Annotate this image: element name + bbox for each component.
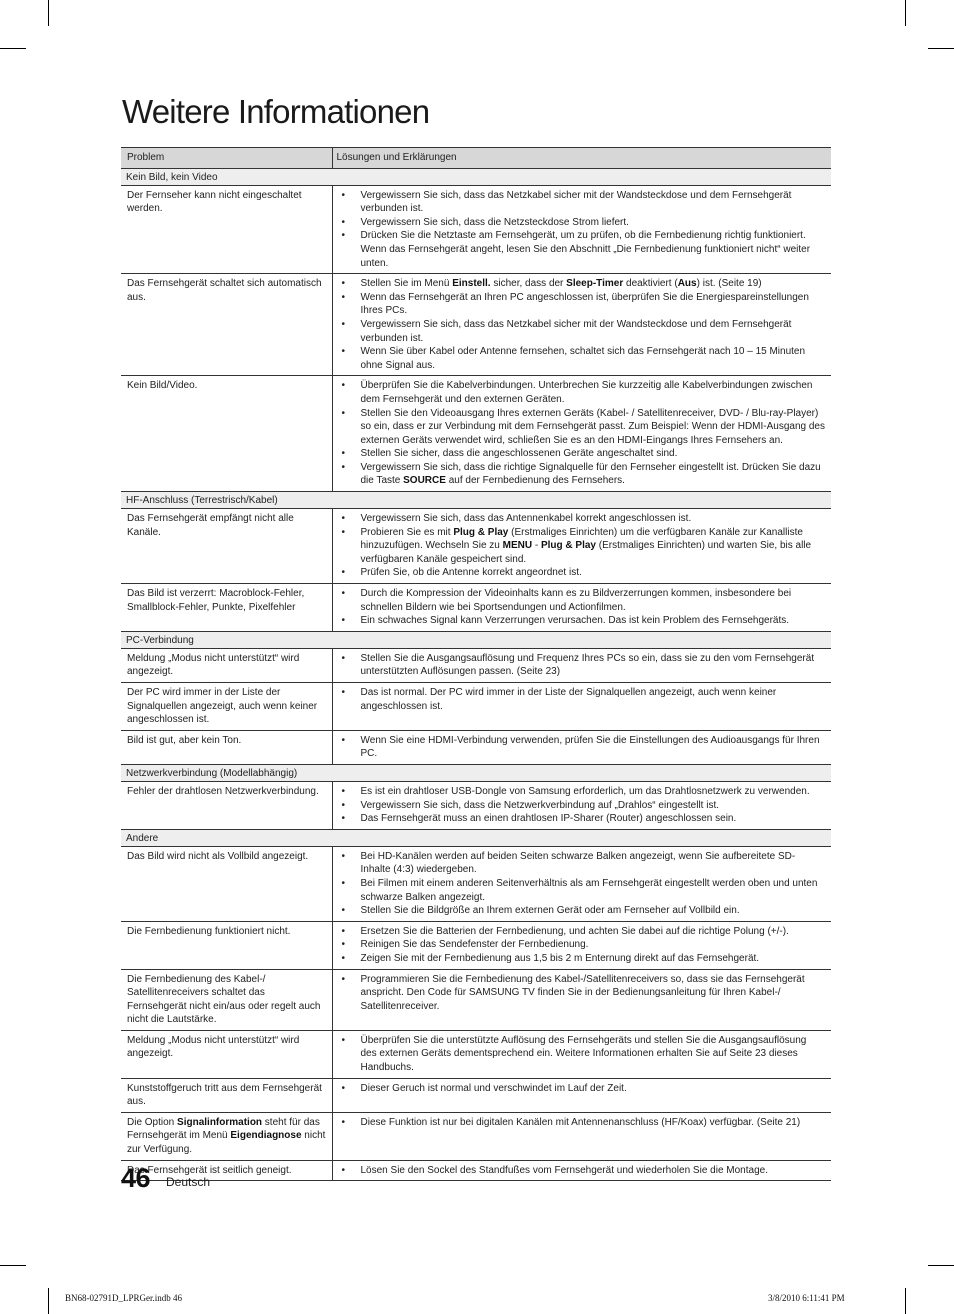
solution-cell bbox=[332, 969, 831, 1030]
solution-item: • Wenn Sie über Kabel oder Antenne fernsehen, schaltet sich das Fernsehgerät nach 10 – 15 Minuten ohne Signal aus. bbox=[341, 346, 806, 371]
solution-cell bbox=[332, 846, 831, 921]
crop-mark bbox=[0, 1265, 26, 1266]
emphasized-term: Plug & Play bbox=[540, 540, 596, 552]
crop-mark bbox=[905, 0, 906, 26]
solution-list bbox=[339, 189, 826, 271]
problem-cell: Der PC wird immer in der Liste der Signalquellen angezeigt, auch wenn keiner angeschlossen ist. bbox=[121, 683, 332, 731]
section-header-row bbox=[121, 764, 831, 781]
solution-cell bbox=[332, 781, 831, 829]
crop-mark bbox=[48, 1288, 49, 1314]
page-language: Deutsch bbox=[166, 1175, 211, 1189]
solution-item: • Vergewissern Sie sich, dass die Netzwerkverbindung auf „Drahlos“ eingestellt ist. bbox=[341, 799, 720, 811]
solution-cell bbox=[332, 274, 831, 376]
solution-cell bbox=[332, 509, 831, 584]
solution-item: • Bei HD-Kanälen werden auf beiden Seiten schwarze Balken angezeigt, wenn Sie aufbereitete SD-Inhalte (4:3) wiedergeben. bbox=[341, 850, 796, 876]
problem-cell: Die Fernbedienung des Kabel-/ Satellitenreceivers schaltet das Fernsehgerät nicht ein/aus oder regelt auch nicht die Lautstärke. bbox=[121, 969, 332, 1030]
solution-list bbox=[339, 925, 826, 966]
table-row bbox=[121, 730, 831, 764]
bullet-icon: • bbox=[341, 1164, 346, 1176]
problem-cell: Das Bild wird nicht als Vollbild angezeigt. bbox=[121, 846, 332, 921]
bullet-icon: • bbox=[341, 567, 346, 579]
bullet-icon: • bbox=[341, 734, 346, 746]
solution-item: • Zeigen Sie mit der Fernbedienung aus 1,5 bis 2 m Enternung direkt auf das Fernsehgerät. bbox=[341, 952, 760, 964]
page-title: Weitere Informationen bbox=[122, 93, 430, 130]
solution-cell bbox=[332, 376, 831, 492]
table-row bbox=[121, 1160, 831, 1181]
solution-list bbox=[339, 512, 826, 580]
troubleshooting-table bbox=[121, 147, 831, 1181]
emphasized-term: Plug & Play bbox=[453, 526, 509, 538]
solution-list bbox=[339, 1034, 826, 1075]
bullet-icon: • bbox=[341, 448, 346, 460]
solution-item: • Vergewissern Sie sich, dass das Antennenkabel korrekt angeschlossen ist. bbox=[341, 513, 692, 525]
solution-cell bbox=[332, 1112, 831, 1160]
bullet-icon: • bbox=[341, 813, 346, 825]
solution-item: • Reinigen Sie das Sendefenster der Fernbedienung. bbox=[341, 939, 589, 951]
bullet-icon: • bbox=[341, 799, 346, 811]
table-row bbox=[121, 648, 831, 682]
solution-list bbox=[339, 587, 826, 628]
solution-cell bbox=[332, 730, 831, 764]
solution-item: • Vergewissern Sie sich, dass das Netzkabel sicher mit der Wandsteckdose und dem Fernsehgerät verbunden ist. bbox=[341, 189, 792, 215]
bullet-icon: • bbox=[341, 877, 346, 889]
solution-list bbox=[339, 734, 826, 761]
bullet-icon: • bbox=[341, 407, 346, 419]
solution-item: • Stellen Sie sicher, dass die angeschlossenen Geräte angeschaltet sind. bbox=[341, 448, 678, 460]
bullet-icon: • bbox=[341, 189, 346, 201]
problem-cell: Der Fernseher kann nicht eingeschaltet werden. bbox=[121, 185, 332, 274]
table-row bbox=[121, 1112, 831, 1160]
solution-item: • Das ist normal. Der PC wird immer in der Liste der Signalquellen angezeigt, auch wenn keiner angeschlossen ist. bbox=[341, 687, 777, 712]
table-row bbox=[121, 274, 831, 376]
solution-item: • Überprüfen Sie die unterstützte Auflösung des Fernsehgeräts und stellen Sie die Ausgangsauflösung des externen Geräts dementsprechend ein. Weitere Informationen erhalten Sie auf Seite 23 dieses Handbuchs. bbox=[341, 1034, 807, 1074]
solution-item: • Diese Funktion ist nur bei digitalen Kanälen mit Antennenanschluss (HF/Koax) verfügbar. (Seite 21) bbox=[341, 1116, 801, 1128]
table-row bbox=[121, 969, 831, 1030]
solution-cell bbox=[332, 1078, 831, 1112]
emphasized-term: Einstell. bbox=[452, 278, 491, 290]
solution-item: • Überprüfen Sie die Kabelverbindungen. Unterbrechen Sie kurzzeitig alle Kabelverbindungen zwischen dem Fernsehgerät und den externen Geräten. bbox=[341, 380, 813, 405]
bullet-icon: • bbox=[341, 526, 346, 538]
solution-item: • Stellen Sie die Ausgangsauflösung und Frequenz Ihres PCs so ein, dass sie zu den vom Fernsehgerät unterstützten Auflösungen passen. (Seite 23) bbox=[341, 652, 815, 678]
solution-item: • Vergewissern Sie sich, dass die richtige Signalquelle für den Fernseher eingestellt ist. Drücken Sie dazu die Taste SOURCE auf der Fernbedienung des Fernsehers. bbox=[341, 461, 821, 487]
problem-cell: Das Bild ist verzerrt: Macroblock-Fehler, Smallblock-Fehler, Punkte, Pixelfehler bbox=[121, 584, 332, 632]
emphasized-term: Sleep-Timer bbox=[566, 278, 624, 290]
table-row bbox=[121, 376, 831, 492]
table-row bbox=[121, 781, 831, 829]
solution-cell bbox=[332, 185, 831, 274]
problem-cell: Meldung „Modus nicht unterstützt“ wird angezeigt. bbox=[121, 648, 332, 682]
bullet-icon: • bbox=[341, 687, 346, 698]
solution-list bbox=[339, 379, 826, 488]
problem-cell: Kein Bild/Video. bbox=[121, 376, 332, 492]
solution-list bbox=[339, 973, 826, 1014]
table-header-row bbox=[121, 148, 831, 169]
print-timestamp: 3/8/2010 6:11:41 PM bbox=[768, 1293, 845, 1303]
section-header-row bbox=[121, 168, 831, 185]
solution-list bbox=[339, 277, 826, 372]
solution-item: • Stellen Sie den Videoausgang Ihres externen Geräts (Kabel- / Satellitenreceiver, DVD- / Blu-ray-Player) so ein, dass er zur Verbindung mit dem Fernsehgerät passt. Zum Beispiel: Wenn der HDMI-Ausgang des externen Geräts verwendet wird, schließen Sie es an den HDMI-Eingangs Ihres Fernsehers an. bbox=[341, 407, 825, 446]
section-header-row bbox=[121, 492, 831, 509]
problem-cell: Das Fernsehgerät schaltet sich automatisch aus. bbox=[121, 274, 332, 376]
solution-item: • Vergewissern Sie sich, dass das Netzkabel sicher mit der Wandsteckdose und dem Fernsehgerät verbunden ist. bbox=[341, 318, 792, 344]
solution-item: • Durch die Kompression der Videoinhalts kann es zu Bildverzerrungen kommen, insbesondere bei schnellen Bildern wie bei Sportsendungen und Actionfilmen. bbox=[341, 588, 792, 613]
table-row bbox=[121, 683, 831, 731]
problem-cell: Fehler der drahtlosen Netzwerkverbindung. bbox=[121, 781, 332, 829]
bullet-icon: • bbox=[341, 291, 346, 303]
bullet-icon: • bbox=[341, 216, 346, 228]
section-header-row bbox=[121, 631, 831, 648]
solution-cell bbox=[332, 683, 831, 731]
bullet-icon: • bbox=[341, 615, 346, 627]
bullet-icon: • bbox=[341, 925, 346, 937]
column-header-solution: Lösungen und Erklärungen bbox=[332, 148, 831, 169]
solution-item: • Dieser Geruch ist normal und verschwindet im Lauf der Zeit. bbox=[341, 1082, 627, 1094]
solution-item: • Drücken Sie die Netztaste am Fernsehgerät, um zu prüfen, ob die Fernbedienung richtig funktioniert. Wenn das Fernsehgerät angeht, lesen Sie den Abschnitt „Die Fernbedienung funktioniert nicht“ weiter unten. bbox=[341, 230, 811, 269]
table-row bbox=[121, 509, 831, 584]
problem-cell: Die Fernbedienung funktioniert nicht. bbox=[121, 921, 332, 969]
solution-list bbox=[339, 1164, 826, 1178]
bullet-icon: • bbox=[341, 346, 346, 358]
section-header-row bbox=[121, 829, 831, 846]
solution-item: • Stellen Sie im Menü Einstell. sicher, dass der Sleep-Timer deaktiviert (Aus) ist. (Seite 19) bbox=[341, 278, 762, 290]
bullet-icon: • bbox=[341, 278, 346, 290]
solution-item: • Ersetzen Sie die Batterien der Fernbedienung, und achten Sie dabei auf die richtige Polung (+/-). bbox=[341, 925, 789, 937]
solution-list bbox=[339, 1116, 826, 1130]
solution-list bbox=[339, 1082, 826, 1096]
solution-cell bbox=[332, 1030, 831, 1078]
table-row bbox=[121, 1078, 831, 1112]
section-title: Andere bbox=[121, 829, 831, 846]
section-title: HF-Anschluss (Terrestrisch/Kabel) bbox=[121, 492, 831, 509]
emphasized-term: MENU bbox=[502, 540, 533, 552]
solution-item: • Prüfen Sie, ob die Antenne korrekt angeordnet ist. bbox=[341, 567, 582, 579]
bullet-icon: • bbox=[341, 1082, 346, 1094]
bullet-icon: • bbox=[341, 318, 346, 330]
section-title: Kein Bild, kein Video bbox=[121, 168, 831, 185]
solution-list bbox=[339, 652, 826, 679]
emphasized-term: Aus bbox=[677, 278, 697, 290]
crop-mark bbox=[48, 0, 49, 26]
crop-mark bbox=[905, 1288, 906, 1314]
problem-cell: Kunststoffgeruch tritt aus dem Fernsehgerät aus. bbox=[121, 1078, 332, 1112]
solution-list bbox=[339, 686, 826, 713]
table-row bbox=[121, 185, 831, 274]
bullet-icon: • bbox=[341, 785, 346, 797]
bullet-icon: • bbox=[341, 973, 346, 985]
print-file-info: BN68-02791D_LPRGer.indb 46 bbox=[65, 1293, 182, 1303]
problem-cell: Das Fernsehgerät empfängt nicht alle Kanäle. bbox=[121, 509, 332, 584]
solution-item: • Ein schwaches Signal kann Verzerrungen verursachen. Das ist kein Problem des Fernsehgeräts. bbox=[341, 615, 790, 627]
solution-cell bbox=[332, 584, 831, 632]
crop-mark bbox=[0, 48, 26, 49]
solution-cell bbox=[332, 648, 831, 682]
solution-item: • Programmieren Sie die Fernbedienung des Kabel-/Satellitenreceivers so, dass sie das Fernsehgerät anspricht. Den Code für SAMSUNG TV finden Sie in der Bedienungsanleitung für Ihren Kabel-/ Satellitenreceiver. bbox=[341, 973, 805, 1012]
crop-mark bbox=[928, 48, 954, 49]
bullet-icon: • bbox=[341, 652, 346, 664]
solution-item: • Es ist ein drahtloser USB-Dongle von Samsung erforderlich, um das Drahtlosnetzwerk zu verwenden. bbox=[341, 785, 810, 797]
solution-list bbox=[339, 785, 826, 826]
bullet-icon: • bbox=[341, 513, 346, 525]
solution-item: • Probieren Sie es mit Plug & Play (Erstmaliges Einrichten) um die verfügbaren Kanäle zur Kanalliste hinzuzufügen. Wechseln Sie zu MENU - Plug & Play (Erstmaliges Einrichten) und warten Sie, bis alle verfügbaren Kanäle gespeichert sind. bbox=[341, 526, 812, 565]
page-number: 46 bbox=[121, 1163, 151, 1193]
bullet-icon: • bbox=[341, 939, 346, 951]
problem-cell: Die Option Signalinformation steht für das Fernsehgerät im Menü Eigendiagnose nicht zur Verfügung. bbox=[121, 1112, 332, 1160]
table-row bbox=[121, 584, 831, 632]
solution-item: • Bei Filmen mit einem anderen Seitenverhältnis als am Fernsehgerät eingestellt werden oben und unten schwarze Balken angezeigt. bbox=[341, 877, 818, 903]
problem-cell: Das Fernsehgerät ist seitlich geneigt. bbox=[121, 1160, 332, 1181]
emphasized-term: Signalinformation bbox=[177, 1116, 263, 1128]
bullet-icon: • bbox=[341, 905, 346, 917]
column-header-problem: Problem bbox=[121, 148, 332, 169]
crop-mark bbox=[928, 1265, 954, 1266]
solution-item: • Wenn das Fernsehgerät an Ihren PC angeschlossen ist, überprüfen Sie die Energiespareinstellungen Ihres PCs. bbox=[341, 291, 809, 317]
solution-item: • Wenn Sie eine HDMI-Verbindung verwenden, prüfen Sie die Einstellungen des Audioausgangs für Ihren PC. bbox=[341, 734, 820, 760]
solution-item: • Lösen Sie den Sockel des Standfußes vom Fernsehgerät und wiederholen Sie die Montage. bbox=[341, 1164, 768, 1176]
solution-list bbox=[339, 850, 826, 918]
solution-item: • Vergewissern Sie sich, dass die Netzsteckdose Strom liefert. bbox=[341, 216, 629, 228]
emphasized-term: SOURCE bbox=[403, 475, 446, 487]
table-row bbox=[121, 1030, 831, 1078]
solution-item: • Stellen Sie die Bildgröße an Ihrem externen Gerät oder am Fernseher auf Vollbild ein. bbox=[341, 905, 740, 917]
bullet-icon: • bbox=[341, 588, 346, 600]
bullet-icon: • bbox=[341, 952, 346, 964]
bullet-icon: • bbox=[341, 380, 346, 392]
bullet-icon: • bbox=[341, 461, 346, 473]
section-title: PC-Verbindung bbox=[121, 631, 831, 648]
emphasized-term: Eigendiagnose bbox=[230, 1130, 302, 1142]
table-row bbox=[121, 921, 831, 969]
solution-item: • Das Fernsehgerät muss an einen drahtlosen IP-Sharer (Router) angeschlossen sein. bbox=[341, 813, 737, 825]
bullet-icon: • bbox=[341, 1034, 346, 1046]
bullet-icon: • bbox=[341, 850, 346, 862]
bullet-icon: • bbox=[341, 230, 346, 242]
table-body bbox=[121, 168, 831, 1181]
table-row bbox=[121, 846, 831, 921]
section-title: Netzwerkverbindung (Modellabhängig) bbox=[121, 764, 831, 781]
problem-cell: Bild ist gut, aber kein Ton. bbox=[121, 730, 332, 764]
bullet-icon: • bbox=[341, 1116, 346, 1128]
problem-cell: Meldung „Modus nicht unterstützt“ wird angezeigt. bbox=[121, 1030, 332, 1078]
solution-cell bbox=[332, 1160, 831, 1181]
solution-cell bbox=[332, 921, 831, 969]
